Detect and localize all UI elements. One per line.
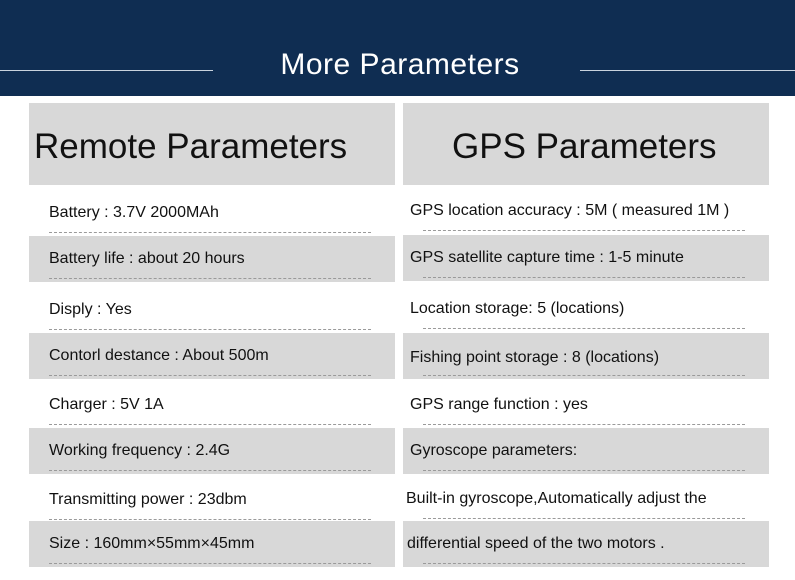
row-divider: [423, 375, 745, 376]
header-banner: [0, 0, 795, 96]
remote-row-text: Disply : Yes: [49, 301, 132, 318]
remote-row: [29, 521, 395, 567]
remote-row: [29, 477, 395, 523]
gps-row-text: differential speed of the two motors .: [407, 535, 665, 552]
gps-row: [403, 428, 769, 474]
row-divider: [49, 278, 371, 279]
remote-row: [29, 382, 395, 428]
row-divider: [49, 232, 371, 233]
gps-row: [403, 188, 769, 234]
row-divider: [423, 518, 745, 519]
remote-parameters-heading: [29, 103, 395, 185]
row-divider: [49, 375, 371, 376]
gps-row-text: Location storage: 5 (locations): [410, 300, 625, 317]
remote-row: [29, 428, 395, 474]
banner-divider-right: [580, 70, 795, 71]
remote-row-text: Working frequency : 2.4G: [49, 442, 231, 459]
row-divider: [423, 563, 745, 564]
row-divider: [423, 328, 745, 329]
gps-row-text: GPS range function : yes: [410, 396, 588, 413]
row-divider: [423, 470, 745, 471]
row-divider: [49, 329, 371, 330]
remote-row: [29, 236, 395, 282]
gps-parameters-title: GPS Parameters: [452, 127, 717, 166]
gps-row-text: Fishing point storage : 8 (locations): [410, 349, 660, 366]
row-divider: [423, 424, 745, 425]
gps-row: [403, 333, 769, 379]
gps-parameters-heading: [403, 103, 769, 185]
remote-row-text: Battery : 3.7V 2000MAh: [49, 204, 219, 221]
row-divider: [423, 277, 745, 278]
page-title: More Parameters: [280, 48, 520, 81]
row-divider: [49, 470, 371, 471]
remote-row-text: Contorl destance : About 500m: [49, 347, 269, 364]
gps-row-text: GPS satellite capture time : 1-5 minute: [410, 249, 684, 266]
gps-row: [403, 521, 769, 567]
gps-row: [403, 286, 769, 332]
row-divider: [49, 519, 371, 520]
row-divider: [423, 230, 745, 231]
gps-row: [403, 235, 769, 281]
remote-row-text: Charger : 5V 1A: [49, 396, 164, 413]
row-divider: [49, 424, 371, 425]
gps-row: [403, 476, 769, 522]
gps-row-text: GPS location accuracy : 5M ( measured 1M ): [410, 202, 730, 219]
remote-row: [29, 287, 395, 333]
remote-row-text: Transmitting power : 23dbm: [49, 491, 247, 508]
remote-row-text: Size : 160mm×55mm×45mm: [49, 535, 255, 552]
gps-row-text: Gyroscope parameters:: [410, 442, 578, 459]
banner-divider-left: [0, 70, 213, 71]
remote-parameters-title: Remote Parameters: [34, 127, 348, 166]
row-divider: [49, 563, 371, 564]
gps-row: [403, 382, 769, 428]
remote-row-text: Battery life : about 20 hours: [49, 250, 245, 267]
remote-row: [29, 333, 395, 379]
gps-row-text: Built-in gyroscope,Automatically adjust the: [406, 490, 707, 507]
remote-row: [29, 190, 395, 236]
